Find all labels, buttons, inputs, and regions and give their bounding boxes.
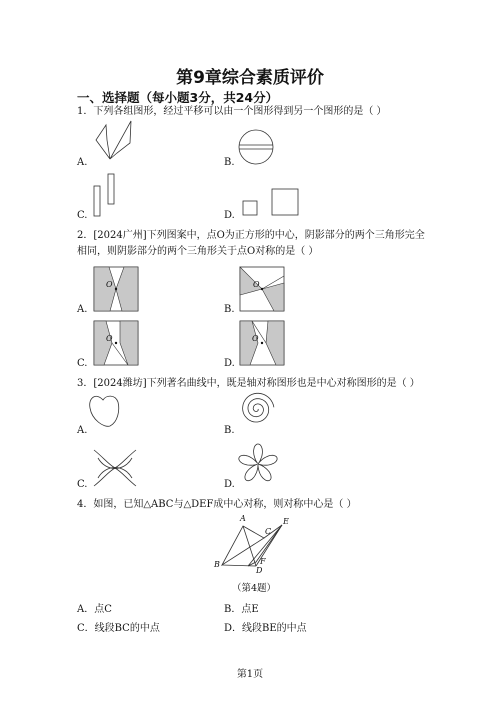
q4-label-c: C — [265, 527, 272, 536]
q4-option-a: A．点C — [77, 604, 112, 615]
question-4-text: 4．如图，已知△ABC与△DEF成中心对称，则对称中心是（ ） — [77, 499, 357, 510]
q4-option-d: D．线段BE的中点 — [224, 623, 307, 634]
q2-d-point-label: O — [252, 334, 259, 343]
q4-label-a: A — [240, 514, 246, 523]
q2-c-point-label: O — [106, 334, 113, 343]
question-2-text-line1: 2．[2024广州]下列图案中，点O为正方形的中心，阴影部分的两个三角形完全 — [77, 230, 425, 241]
q1-option-a: A. — [77, 157, 88, 168]
q3-option-d: D. — [224, 479, 235, 490]
q4-label-f: F — [260, 557, 266, 566]
q4-option-c: C．线段BC的中点 — [77, 623, 160, 634]
q2-option-b: B. — [224, 304, 235, 315]
page-title: 第9章综合素质评价 — [176, 68, 324, 88]
question-2-text-line2: 相同，则阴影部分的两个三角形关于点O对称的是（ ） — [77, 246, 319, 257]
q1-option-c: C. — [77, 210, 88, 221]
q2-option-d: D. — [224, 358, 235, 369]
q4-label-e: E — [283, 517, 289, 526]
q2-option-a: A. — [77, 304, 88, 315]
q4-caption: （第4题） — [232, 583, 277, 594]
q2-a-point-label: O — [106, 280, 113, 289]
question-1-text: 1．下列各组图形，经过平移可以由一个图形得到另一个图形的是（ ） — [77, 106, 387, 117]
q3-option-c: C. — [77, 479, 88, 490]
question-3-text: 3．[2024潍坊]下列著名曲线中，既是轴对称图形也是中心对称图形的是（ ） — [77, 378, 420, 389]
q1-option-b: B. — [224, 157, 235, 168]
q2-option-c: C. — [77, 358, 88, 369]
page-number: 第1页 — [236, 669, 264, 680]
q4-label-d: D — [256, 566, 263, 575]
q3-option-a: A. — [77, 425, 88, 436]
q2-b-point-label: O — [253, 280, 260, 289]
q4-option-b: B．点E — [224, 604, 259, 615]
q4-label-b: B — [214, 560, 220, 569]
q1-option-d: D. — [224, 210, 235, 221]
section-heading: 一、选择题（每小题3分，共24分） — [77, 90, 279, 105]
q3-option-b: B. — [224, 425, 235, 436]
